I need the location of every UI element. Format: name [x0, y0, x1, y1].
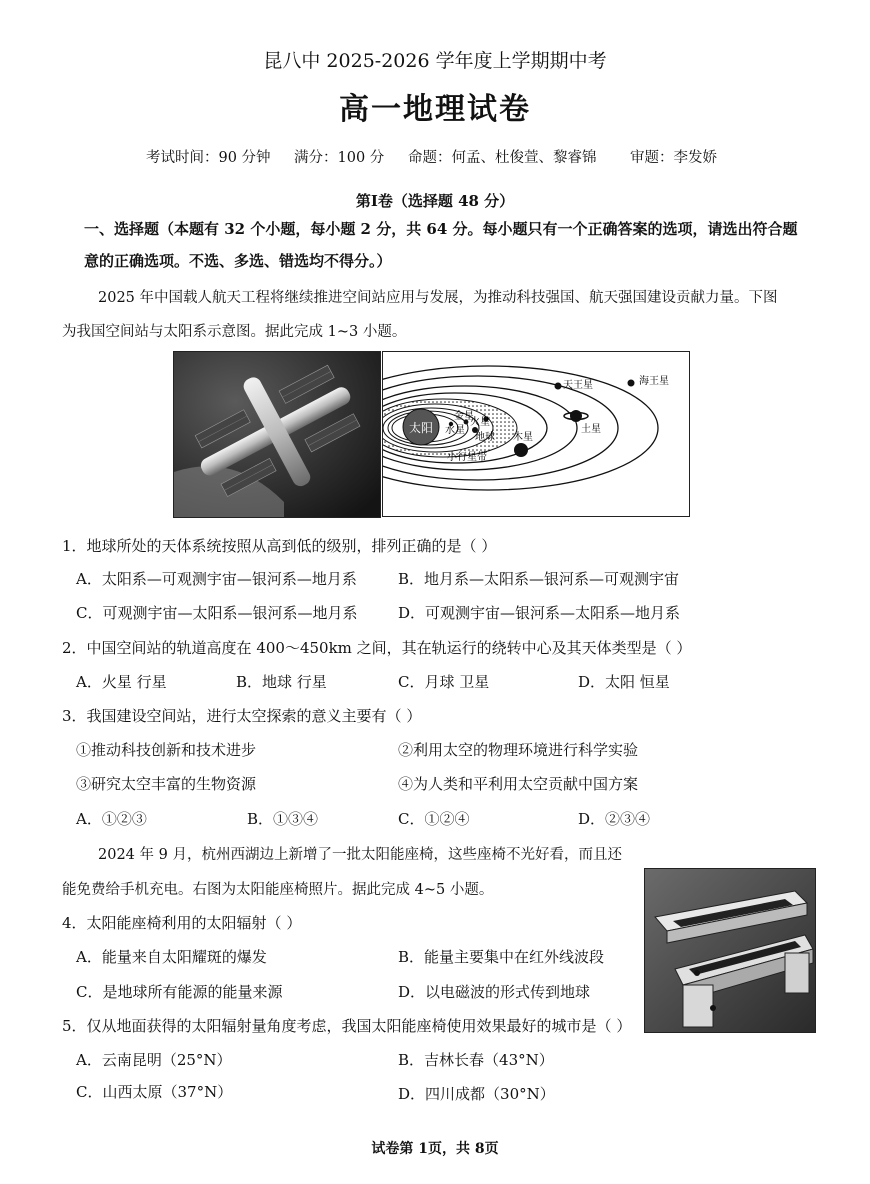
question-3-stem: 3．我国建设空间站，进行太空探索的意义主要有（ ）: [62, 707, 422, 725]
question-4-option-d: D．以电磁波的形式传到地球: [398, 983, 591, 1001]
section-title: 第I卷（选择题 48 分）: [355, 192, 515, 210]
question-3-statement-3: ③研究太空丰富的生物资源: [76, 775, 257, 793]
question-5-option-b: B．吉林长春（43°N）: [398, 1051, 554, 1069]
question-1-option-a: A．太阳系—可观测宇宙—银河系—地月系: [76, 570, 357, 588]
solar-system-graphic: [383, 352, 689, 516]
question-3-statement-2: ②利用太空的物理环境进行科学实验: [398, 741, 639, 759]
space-station-photo: [173, 351, 381, 518]
neptune-label: 海王星: [639, 376, 669, 387]
jupiter-label: 木星: [513, 432, 533, 443]
earth-label: 地球: [475, 432, 495, 443]
mercury-label: 水星: [445, 425, 465, 436]
school-exam-line: 昆八中 2025-2026 学年度上学期期中考: [263, 50, 607, 72]
full-score: 满分：100 分: [294, 150, 385, 166]
question-5-option-d: D．四川成都（30°N）: [398, 1085, 555, 1103]
question-1-option-d: D．可观测宇宙—银河系—太阳系—地月系: [398, 604, 681, 622]
question-1-option-b: B．地月系—太阳系—银河系—可观测宇宙: [398, 570, 680, 588]
question-3-option-d: D．②③④: [578, 810, 651, 828]
solar-bench-graphic: [645, 869, 815, 1032]
passage2-line1: 2024 年 9 月，杭州西湖边上新增了一批太阳能座椅，这些座椅不光好看，而且还: [98, 847, 622, 863]
exam-time: 考试时间：90 分钟: [146, 150, 271, 166]
question-3-option-a: A．①②③: [76, 810, 147, 828]
question-1-stem: 1．地球所处的天体系统按照从高到低的级别，排列正确的是（ ）: [62, 537, 497, 555]
page-title: 高一地理试卷: [339, 92, 531, 127]
question-4-option-a: A．能量来自太阳耀斑的爆发: [76, 948, 267, 966]
solar-bench-photo: [644, 868, 816, 1033]
question-2-option-a: A．火星 行星: [76, 673, 167, 691]
saturn-label: 土星: [581, 424, 601, 435]
solar-system-diagram: [382, 351, 690, 517]
question-3-statement-1: ①推动科技创新和技术进步: [76, 741, 257, 759]
uranus-label: 天王星: [563, 380, 593, 391]
question-2-option-b: B．地球 行星: [236, 673, 327, 691]
page-footer: 试卷第 1页，共 8页: [371, 1141, 499, 1157]
question-4-stem: 4．太阳能座椅利用的太阳辐射（ ）: [62, 914, 302, 932]
uranus-mark: [555, 383, 562, 390]
exam-reviewer: 审题：李发娇: [630, 150, 717, 166]
jupiter-mark: [514, 443, 528, 457]
question-3-option-c: C．①②④: [398, 810, 470, 828]
question-2-option-d: D．太阳 恒星: [578, 673, 670, 691]
question-5-option-c: C．山西太原（37°N）: [76, 1083, 233, 1101]
space-station-graphic: [174, 352, 380, 517]
question-4-option-b: B．能量主要集中在红外线波段: [398, 948, 605, 966]
question-3-option-b: B．①③④: [247, 810, 319, 828]
question-1-option-c: C．可观测宇宙—太阳系—银河系—地月系: [76, 604, 358, 622]
question-4-option-c: C．是地球所有能源的能量来源: [76, 983, 283, 1001]
section-instruction-line1: 一、选择题（本题有 32 个小题，每小题 2 分，共 64 分。每小题只有一个正确答案的选项，请选出符合题: [84, 220, 798, 238]
section-instruction-line2: 意的正确选项。不选、多选、错选均不得分。）: [84, 252, 392, 270]
passage1-line2: 为我国空间站与太阳系示意图。据此完成 1~3 小题。: [62, 324, 407, 340]
question-2-stem: 2．中国空间站的轨道高度在 400～450km 之间，其在轨运行的绕转中心及其天体类型是（ ）: [62, 639, 692, 657]
question-5-option-a: A．云南昆明（25°N）: [76, 1051, 232, 1069]
passage2-line2: 能免费给手机充电。右图为太阳能座椅照片。据此完成 4~5 小题。: [62, 882, 494, 898]
exam-authors: 命题：何孟、杜俊萱、黎睿锦: [408, 150, 597, 166]
passage1-line1: 2025 年中国载人航天工程将继续推进空间站应用与发展，为推动科技强国、航天强国建设贡献力量。下图: [98, 290, 778, 306]
question-5-stem: 5．仅从地面获得的太阳辐射量角度考虑，我国太阳能座椅使用效果最好的城市是（ ）: [62, 1017, 632, 1035]
question-2-option-c: C．月球 卫星: [398, 673, 490, 691]
sun-label: 太阳: [409, 421, 434, 435]
neptune-mark: [628, 380, 635, 387]
mars-label: 火星: [470, 417, 490, 428]
venus-label: 金星: [454, 411, 474, 422]
question-3-statement-4: ④为人类和平利用太空贡献中国方案: [398, 775, 639, 793]
asteroid-belt-label: 小行星带: [447, 452, 487, 463]
